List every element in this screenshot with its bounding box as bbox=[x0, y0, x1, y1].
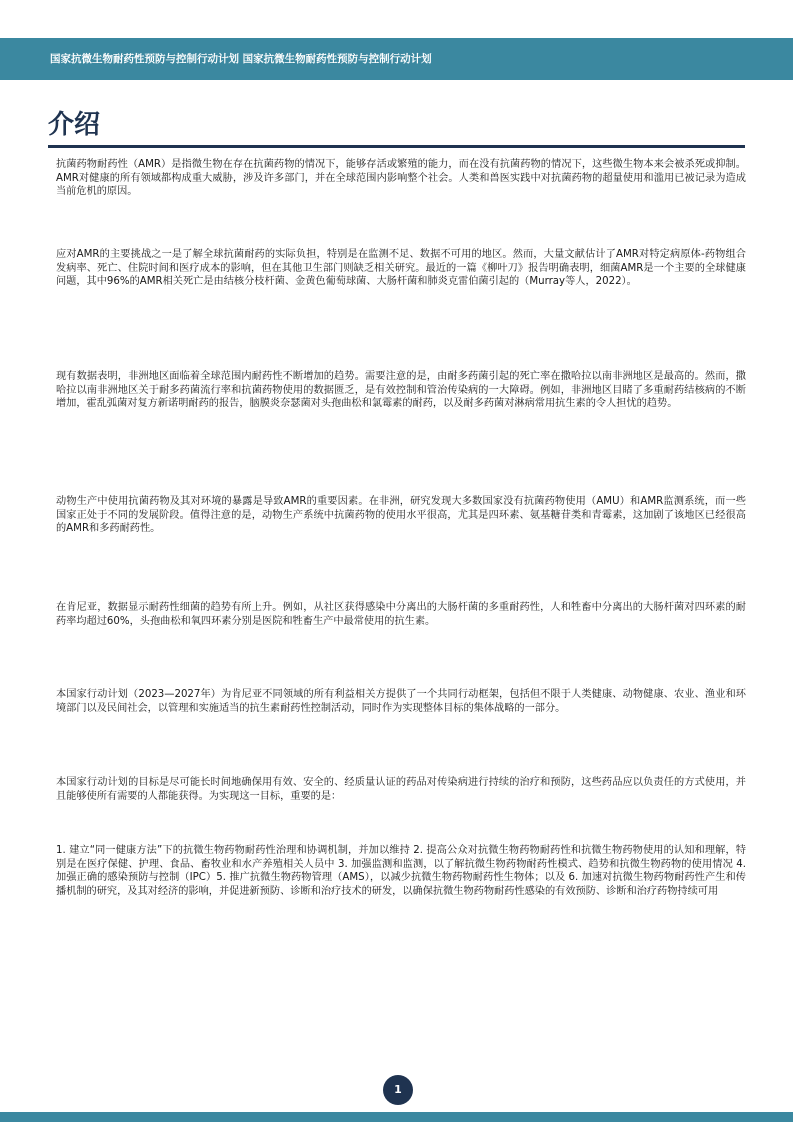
paragraph-animal-production: 动物生产中使用抗菌药物及其对环境的暴露是导致AMR的重要因素。在非洲，研究发现大多数国家没有抗菌药物使用（AMU）和AMR监测系统，而一些国家正处于不同的发展阶段。值得注意的是，动物生产系统中抗菌药物的使用水平很高，尤其是四环素、氨基糖苷类和青霉素，这加剧了该地区已经很高的AMR和多药耐药性。 bbox=[56, 496, 746, 534]
paragraph-action-plan-goal: 本国家行动计划的目标是尽可能长时间地确保用有效、安全的、经质量认证的药品对传染病进行持续的治疗和预防，这些药品应以负责任的方式使用，并且能够使所有需要的人都能获得。为实现这一目标，重要的是： bbox=[56, 777, 746, 802]
paragraph-kenya-data: 在肯尼亚，数据显示耐药性细菌的趋势有所上升。例如，从社区获得感染中分离出的大肠杆菌的多重耐药性，人和牲畜中分离出的大肠杆菌对四环素的耐药率均超过60%，头孢曲松和氧四环素分别是医院和牲畜生产中最常使用的抗生素。 bbox=[56, 602, 746, 627]
page-number-badge: 1 bbox=[383, 1075, 413, 1105]
running-header: 国家抗微生物耐药性预防与控制行动计划 国家抗微生物耐药性预防与控制行动计划 bbox=[50, 53, 432, 65]
paragraph-amr-burden: 应对AMR的主要挑战之一是了解全球抗菌耐药的实际负担，特别是在监测不足、数据不可用的地区。然而，大量文献估计了AMR对特定病原体-药物组合发病率、死亡、住院时间和医疗成本的影响，但在其他卫生部门则缺乏相关研究。最近的一篇《柳叶刀》报告明确表明，细菌AMR是一个主要的全球健康问题，其中96%的AMR相关死亡是由结核分枝杆菌、金黄色葡萄球菌、大肠杆菌和肺炎克雷伯菌引起的（Murray等人，2022）。 bbox=[56, 249, 746, 287]
paragraph-objectives-list: 1. 建立“同一健康方法”下的抗微生物药物耐药性治理和协调机制，并加以维持 2. 提高公众对抗微生物药物耐药性和抗微生物药物使用的认知和理解，特别是在医疗保健、护理、食品、畜牧业和水产养殖相关人员中 3. 加强监测和监测，以了解抗微生物药物耐药性模式、趋势和抗微生物药物的使用情况 4. 加强正确的感染预防与控制（IPC）5. 推广抗微生物药物管理（AMS），以减少抗微生物药物耐药性生物体；以及 6. 加速对抗微生物药物耐药性产生和传播机制的研究，及其对经济的影响，并促进新预防、诊断和治疗技术的研发，以确保抗微生物药物耐药性感染的有效预防、诊断和治疗药物持续可用 bbox=[56, 845, 746, 897]
page-title: 介绍 bbox=[48, 110, 101, 140]
paragraph-amr-definition: 抗菌药物耐药性（AMR）是指微生物在存在抗菌药物的情况下，能够存活或繁殖的能力，而在没有抗菌药物的情况下，这些微生物本来会被杀死或抑制。AMR对健康的所有领域都构成重大威胁，涉及许多部门，并在全球范围内影响整个社会。人类和兽医实践中对抗菌药物的超量使用和滥用已被记录为造成当前危机的原因。 bbox=[56, 159, 746, 197]
title-underline bbox=[48, 145, 745, 148]
paragraph-action-plan-framework: 本国家行动计划（2023—2027年）为肯尼亚不同领域的所有利益相关方提供了一个共同行动框架，包括但不限于人类健康、动物健康、农业、渔业和环境部门以及民间社会，以管理和实施适当的抗生素耐药性控制活动，同时作为实现整体目标的集体战略的一部分。 bbox=[56, 689, 746, 714]
footer-band bbox=[0, 1112, 793, 1122]
paragraph-africa-trends: 现有数据表明，非洲地区面临着全球范围内耐药性不断增加的趋势。需要注意的是，由耐多药菌引起的死亡率在撒哈拉以南非洲地区是最高的。然而，撒哈拉以南非洲地区关于耐多药菌流行率和抗菌药物使用的数据匮乏，是有效控制和管治传染病的一大障碍。例如，非洲地区目睹了多重耐药结核病的不断增加，霍乱弧菌对复方新诺明耐药的报告，脑膜炎奈瑟菌对头孢曲松和氯霉素的耐药，以及耐多药菌对淋病常用抗生素的令人担忧的趋势。 bbox=[56, 371, 746, 409]
